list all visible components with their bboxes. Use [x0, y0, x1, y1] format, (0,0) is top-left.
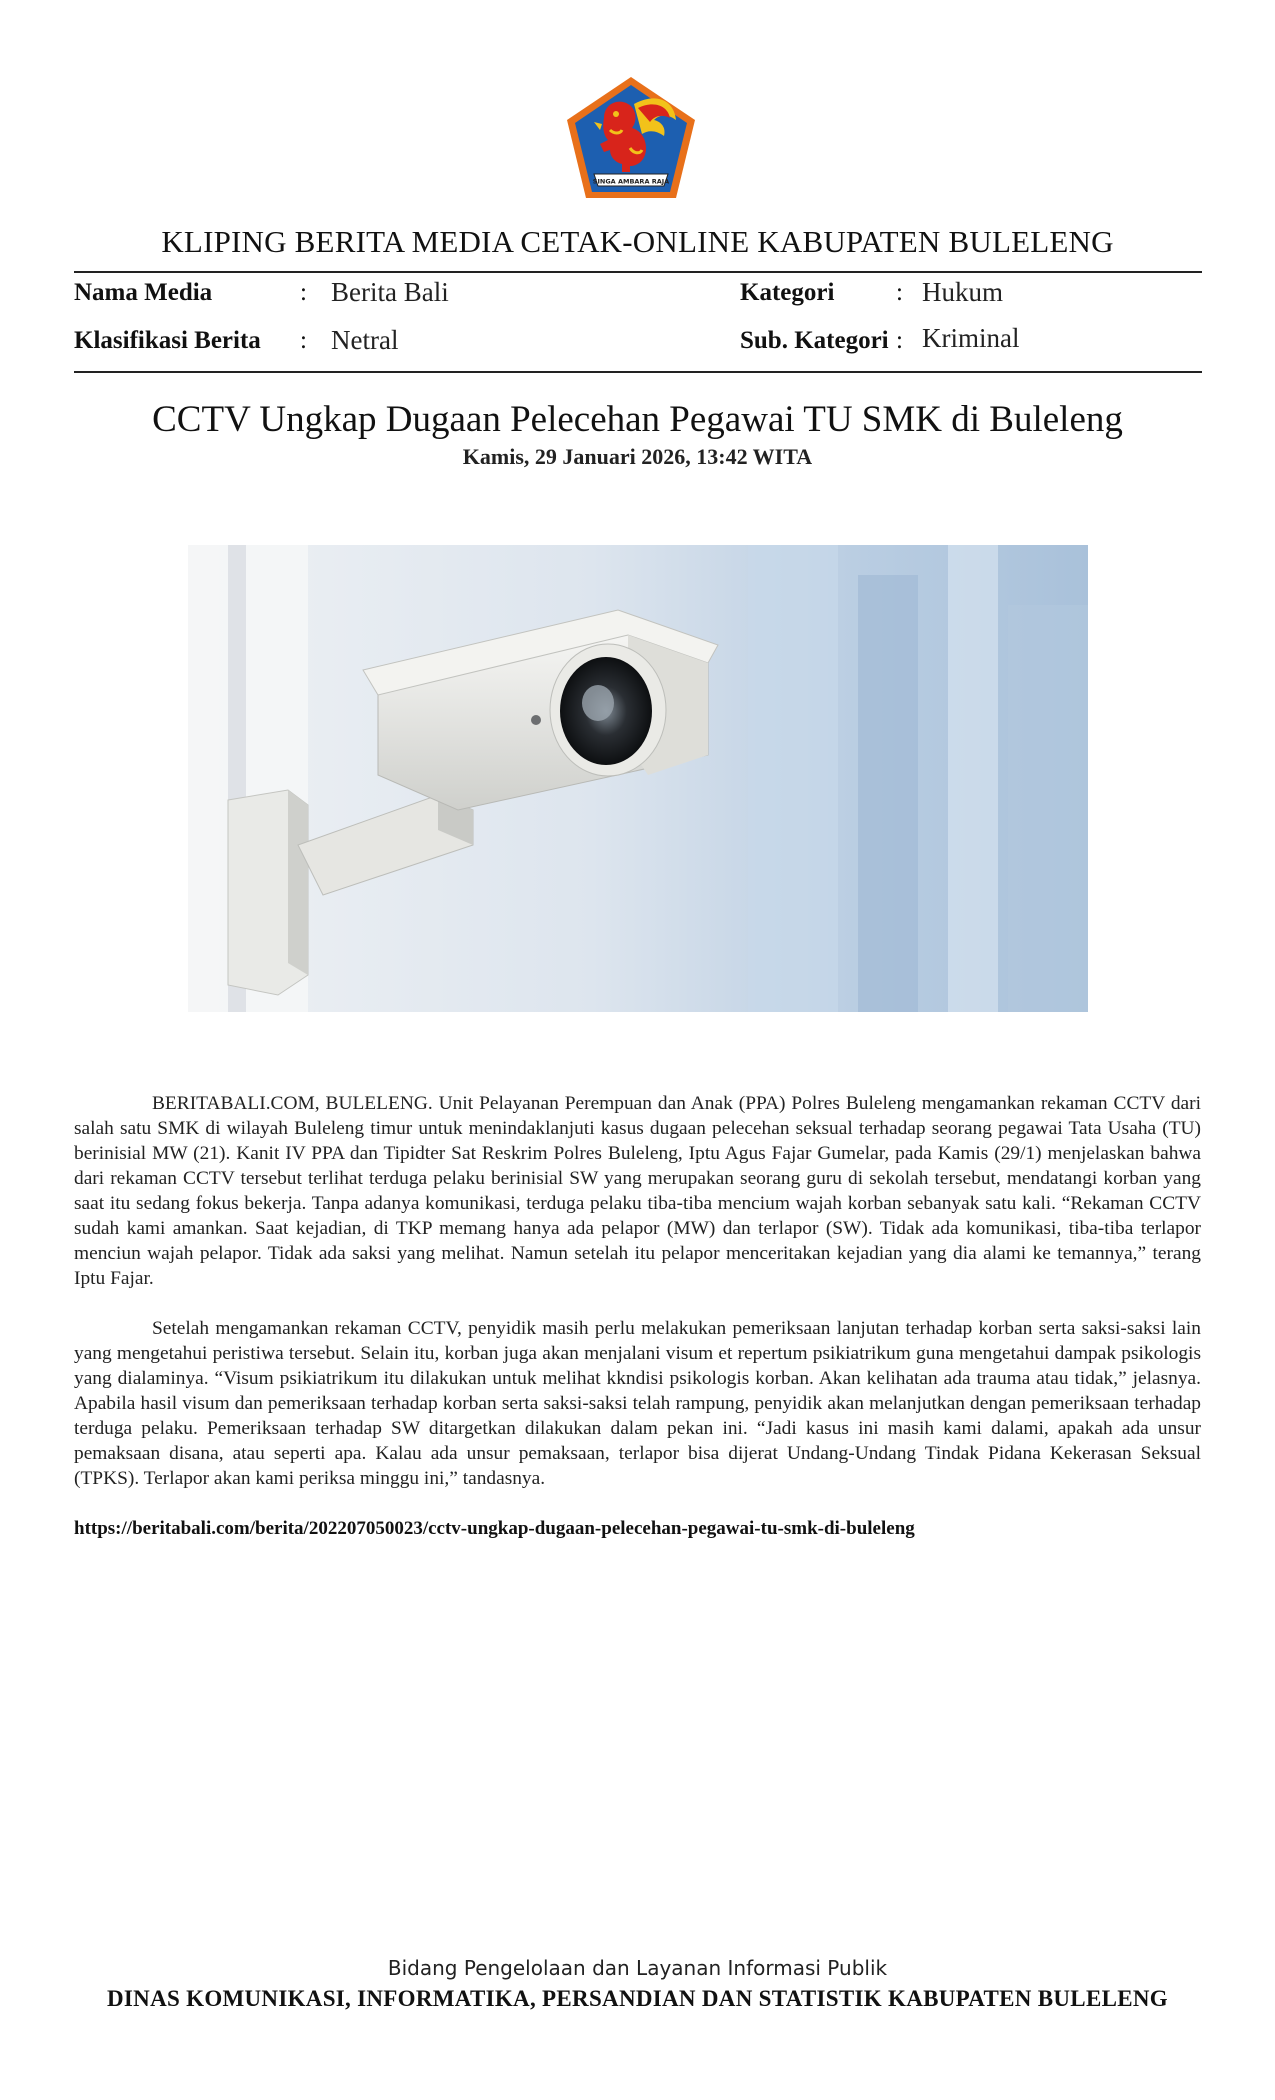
buleleng-emblem-logo: [564, 74, 698, 202]
article-date: Kamis, 29 Januari 2026, 13:42 WITA: [462, 444, 813, 469]
emblem-motto: SINGA AMBARA RAJA: [592, 177, 670, 186]
article-paragraph-2: [74, 1316, 1201, 1491]
klasifikasi-colon: :: [300, 327, 307, 354]
header-divider-top: [74, 271, 1202, 273]
klasifikasi-value: Netral: [331, 325, 399, 355]
kategori-colon: :: [896, 279, 903, 306]
article-paragraph-2-text: Setelah mengamankan rekaman CCTV, penyidik masih perlu melakukan pemeriksaan lanjutan terhadap korban serta saksi-saksi lain yang mengetahui peristiwa tersebut. Selain itu, korban juga akan menjalani visum et repertum psikiatrikum guna mengetahui dampak psikologis yang dialaminya. “Visum psikiatrikum itu dilakukan untuk melihat kkndisi psikologis korban. Akan kelihatan ada trauma atau tidak,” jelasnya. Apabila hasil visum dan pemeriksaan terhadap korban serta saksi-saksi telah rampung, penyidik akan melanjutkan dengan pemeriksaan terhadap terduga pelaku. Pemeriksaan terhadap SW ditargetkan dilakukan dalam pekan ini. “Jadi kasus ini masih kami dalami, apakah ada unsur pemaksaan disana, atau seperti apa. Kalau ada unsur pemaksaan, terlapor bisa dijerat Undang-Undang Tindak Pidana Kekerasan Seksual (TPKS). Terlapor akan kami periksa minggu ini,” tandasnya.: [74, 1318, 1201, 1489]
media-value: Berita Bali: [331, 277, 449, 307]
article-paragraph-1-text: BERITABALI.COM, BULELENG. Unit Pelayanan Perempuan dan Anak (PPA) Polres Buleleng mengamankan rekaman CCTV dari salah satu SMK di wilayah Buleleng timur untuk menindaklanjuti kasus dugaan pelecehan seksual terhadap seorang pegawai Tata Usaha (TU) berinisial MW (21). Kanit IV PPA dan Tipidter Sat Reskrim Polres Buleleng, Iptu Agus Fajar Gumelar, pada Kamis (29/1) menjelaskan bahwa dari rekaman CCTV tersebut terlihat terduga pelaku berinisial SW yang merupakan seorang guru di sekolah tersebut, mendatangi korban yang saat itu sedang fokus bekerja. Tanpa adanya komunikasi, terduga pelaku tiba-tiba mencium wajah korban sebanyak satu kali. “Rekaman CCTV sudah kami amankan. Saat kejadian, di TKP memang hanya ada pelapor (MW) dan terlapor (SW). Tidak ada komunikasi, tiba-tiba terlapor menciun wajah pelapor. Tidak ada saksi yang melihat. Namun setelah itu pelapor menceritakan kejadian yang dia alami ke temannya,” terang Iptu Fajar.: [74, 1093, 1201, 1289]
subkategori-label: Sub. Kategori: [740, 327, 889, 354]
kategori-value: Hukum: [922, 277, 1003, 307]
footer-division: Bidang Pengelolaan dan Layanan Informasi Publik: [387, 1956, 888, 1980]
article-headline: CCTV Ungkap Dugaan Pelecehan Pegawai TU SMK di Buleleng: [152, 399, 1123, 440]
subkategori-value: Kriminal: [922, 323, 1020, 353]
media-label: Nama Media: [74, 279, 213, 306]
kategori-label: Kategori: [740, 279, 835, 306]
subkategori-colon: :: [896, 327, 903, 354]
klasifikasi-label: Klasifikasi Berita: [74, 327, 261, 354]
article-paragraph-1: [74, 1091, 1201, 1291]
media-colon: :: [300, 279, 307, 306]
header-divider-bottom: [74, 371, 1202, 373]
source-url-link[interactable]: https://beritabali.com/berita/202207050023/cctv-ungkap-dugaan-pelecehan-pegawai-tu-smk-di-buleleng: [74, 1518, 915, 1539]
footer-agency: DINAS KOMUNIKASI, INFORMATIKA, PERSANDIAN DAN STATISTIK KABUPATEN BULELENG: [107, 1986, 1168, 2011]
document-header-title: KLIPING BERITA MEDIA CETAK-ONLINE KABUPATEN BULELENG: [161, 224, 1114, 259]
article-photo-cctv-camera: [188, 545, 1088, 1012]
